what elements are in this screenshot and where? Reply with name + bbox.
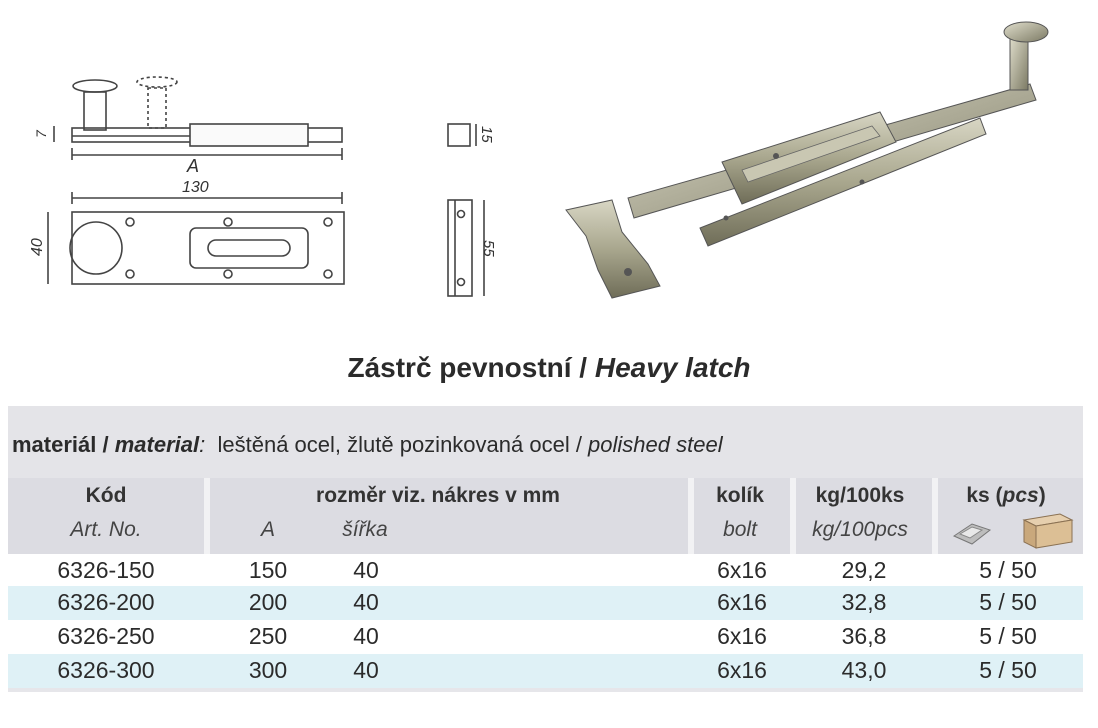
header-dim-a: A	[260, 518, 275, 541]
table-row	[8, 620, 1083, 654]
dim-height-label: 7	[33, 130, 49, 138]
cell-code: 6326-250	[57, 623, 155, 649]
dim-total-label: 130	[182, 179, 209, 196]
cell-bolt: 6x16	[717, 557, 767, 583]
cell-a: 300	[248, 657, 288, 683]
cell-width: 40	[353, 623, 379, 649]
cell-bolt: 6x16	[717, 623, 767, 649]
product-title	[0, 352, 1098, 384]
product-photo	[566, 22, 1048, 298]
material-row	[8, 406, 1083, 478]
header-pcs-close: )	[1038, 484, 1046, 507]
header-pcs	[936, 484, 1076, 508]
cell-pcs: 5 / 50	[979, 657, 1037, 683]
cell-pcs: 5 / 50	[979, 589, 1037, 615]
cell-a: 250	[248, 623, 288, 649]
material-value: leštěná ocel, žlutě pozinkovaná ocel /	[217, 432, 589, 457]
header-dim-width: šířka	[342, 518, 388, 541]
cell-width: 40	[353, 589, 379, 615]
dim-bolt-side-label: 15	[478, 126, 495, 143]
material-label: materiál	[12, 432, 97, 457]
column-separator	[932, 478, 938, 554]
header-dimensions: rozměr viz. nákres v mm	[316, 484, 560, 507]
material-label-en: material	[114, 432, 200, 457]
cell-weight: 29,2	[841, 557, 887, 583]
header-weight: kg/100ks	[815, 484, 905, 507]
header-pcs-en: pcs	[1002, 484, 1039, 507]
title-english: Heavy latch	[594, 352, 751, 383]
cell-pcs: 5 / 50	[979, 557, 1037, 583]
column-separator	[204, 478, 210, 554]
material-colon: :	[199, 432, 206, 457]
side-view-drawing	[54, 77, 342, 160]
table-row	[8, 554, 1083, 588]
top-view-drawing	[48, 192, 344, 284]
dim-length-label: A	[187, 156, 200, 176]
header-pcs-label: ks (	[966, 484, 1003, 507]
dim-width-label: 40	[29, 238, 46, 256]
cell-width: 40	[353, 557, 379, 583]
title-czech: Zástrč pevnostní	[347, 352, 572, 383]
carton-box-icon	[1020, 510, 1076, 550]
bolt-end-view	[448, 124, 476, 146]
material-value-en: polished steel	[588, 432, 723, 457]
header-code-en: Art. No.	[70, 518, 142, 541]
cell-weight: 43,0	[841, 657, 887, 683]
table-header	[8, 478, 1083, 554]
cell-a: 150	[248, 557, 288, 583]
column-separator	[790, 478, 796, 554]
title-separator: /	[571, 352, 595, 383]
header-bolt: kolík	[716, 484, 764, 507]
table-row	[8, 654, 1083, 688]
strike-plate-drawing	[448, 200, 484, 296]
column-separator	[688, 478, 694, 554]
small-package-icon	[950, 516, 994, 548]
cell-a: 200	[248, 589, 288, 615]
material-separator: /	[96, 432, 115, 457]
material-line	[12, 432, 723, 458]
technical-drawings	[0, 0, 1098, 330]
cell-code: 6326-200	[57, 589, 155, 615]
dim-strike-label: 55	[480, 240, 497, 257]
cell-weight: 36,8	[841, 623, 887, 649]
cell-code: 6326-300	[57, 657, 155, 683]
header-weight-en: kg/100pcs	[812, 518, 908, 541]
header-bolt-en: bolt	[723, 518, 757, 541]
cell-bolt: 6x16	[717, 589, 767, 615]
cell-weight: 32,8	[841, 589, 887, 615]
table-row	[8, 586, 1083, 620]
cell-width: 40	[353, 657, 379, 683]
cell-bolt: 6x16	[717, 657, 767, 683]
header-code: Kód	[85, 484, 127, 507]
cell-pcs: 5 / 50	[979, 623, 1037, 649]
cell-code: 6326-150	[57, 557, 155, 583]
